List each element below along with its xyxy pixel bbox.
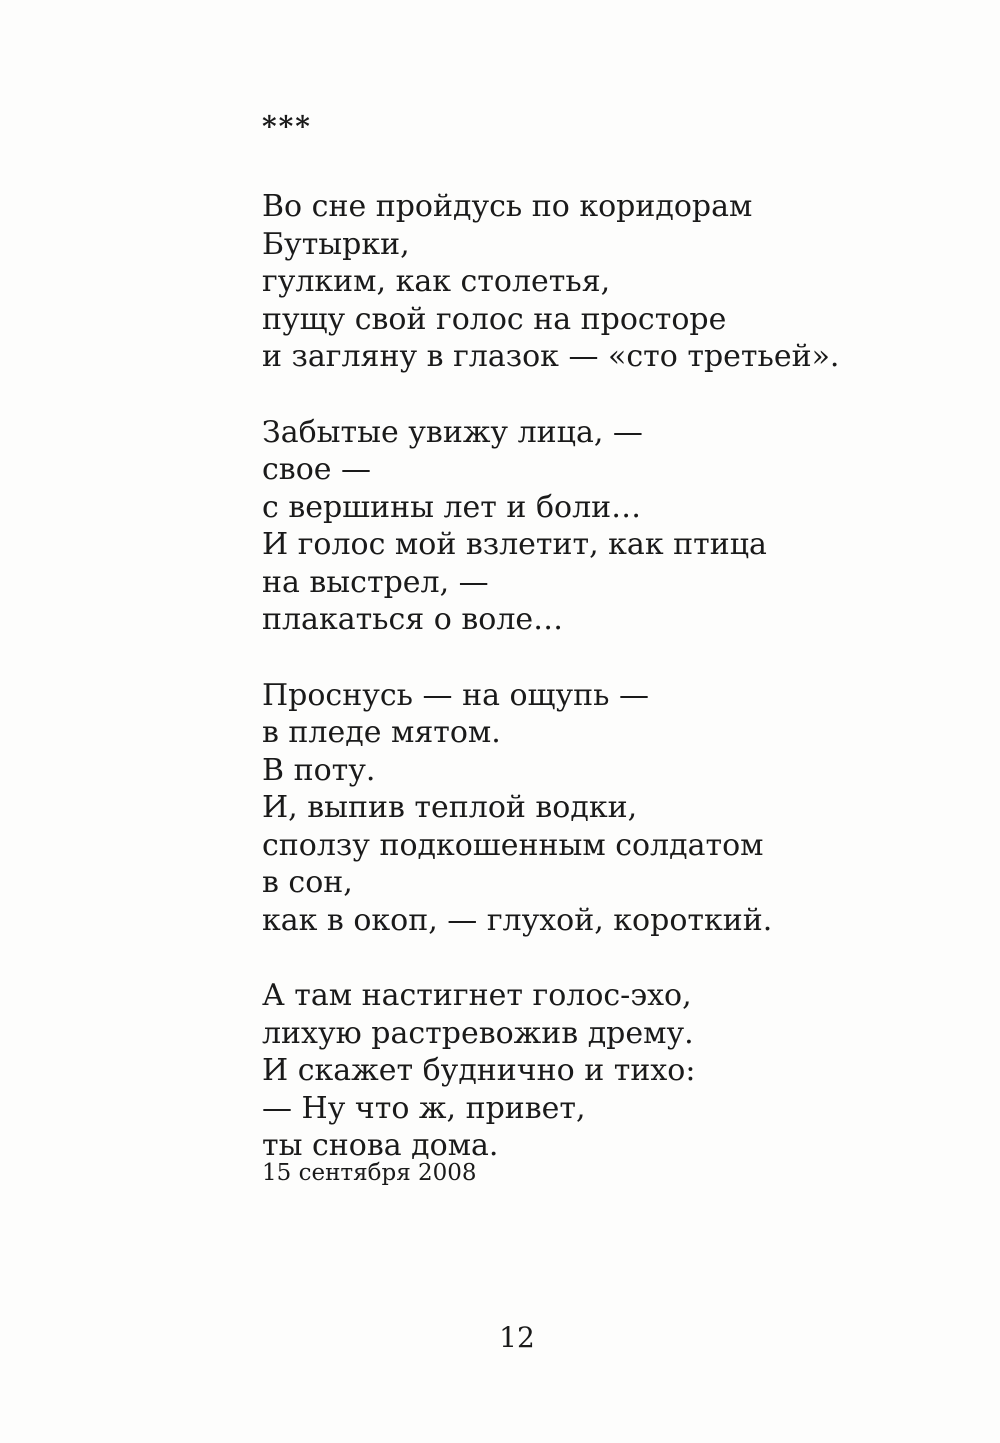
- poem-line: А там настигнет голос-эхо,: [262, 978, 692, 1013]
- stanza: [262, 414, 902, 639]
- poem-line: И, выпив теплой водки,: [262, 790, 638, 825]
- poem-date: 15 сентября 2008: [262, 1160, 477, 1186]
- poem-line: Бутырки,: [262, 226, 410, 262]
- poem-line: лихую растревожив дрему.: [262, 1015, 694, 1051]
- poem: [262, 188, 902, 1203]
- poem-line: в пледе мятом.: [262, 715, 501, 750]
- poem-line: ты снова дома.: [262, 1128, 499, 1163]
- poem-line: Забытые увижу лица, —: [262, 414, 643, 450]
- poem-line: сползу подкошенным солдатом: [262, 827, 764, 863]
- poem-line: пущу свой голос на просторе: [262, 301, 727, 337]
- section-separator: ***: [262, 110, 312, 143]
- poem-line: в сон,: [262, 865, 353, 900]
- stanza: [262, 977, 902, 1165]
- poem-line: И голос мой взлетит, как птица: [262, 527, 767, 562]
- stanza: [262, 677, 902, 940]
- poem-line: с вершины лет и боли…: [262, 489, 642, 525]
- poem-line: В поту.: [262, 752, 376, 788]
- poem-line: на выстрел, —: [262, 564, 489, 600]
- poem-line: Проснусь — на ощупь —: [262, 677, 649, 713]
- poem-line: плакаться о воле…: [262, 602, 564, 637]
- poem-line: И скажет буднично и тихо:: [262, 1053, 696, 1088]
- poem-line: свое —: [262, 452, 372, 487]
- poem-line: гулким, как столетья,: [262, 264, 611, 299]
- poem-line: как в окоп, — глухой, короткий.: [262, 902, 773, 938]
- poem-line: и загляну в глазок — «сто третьей».: [262, 339, 840, 374]
- poem-line: — Ну что ж, привет,: [262, 1090, 586, 1126]
- poem-line: Во сне пройдусь по коридорам: [262, 189, 753, 224]
- stanza: [262, 188, 902, 376]
- page-number: 12: [499, 1321, 535, 1354]
